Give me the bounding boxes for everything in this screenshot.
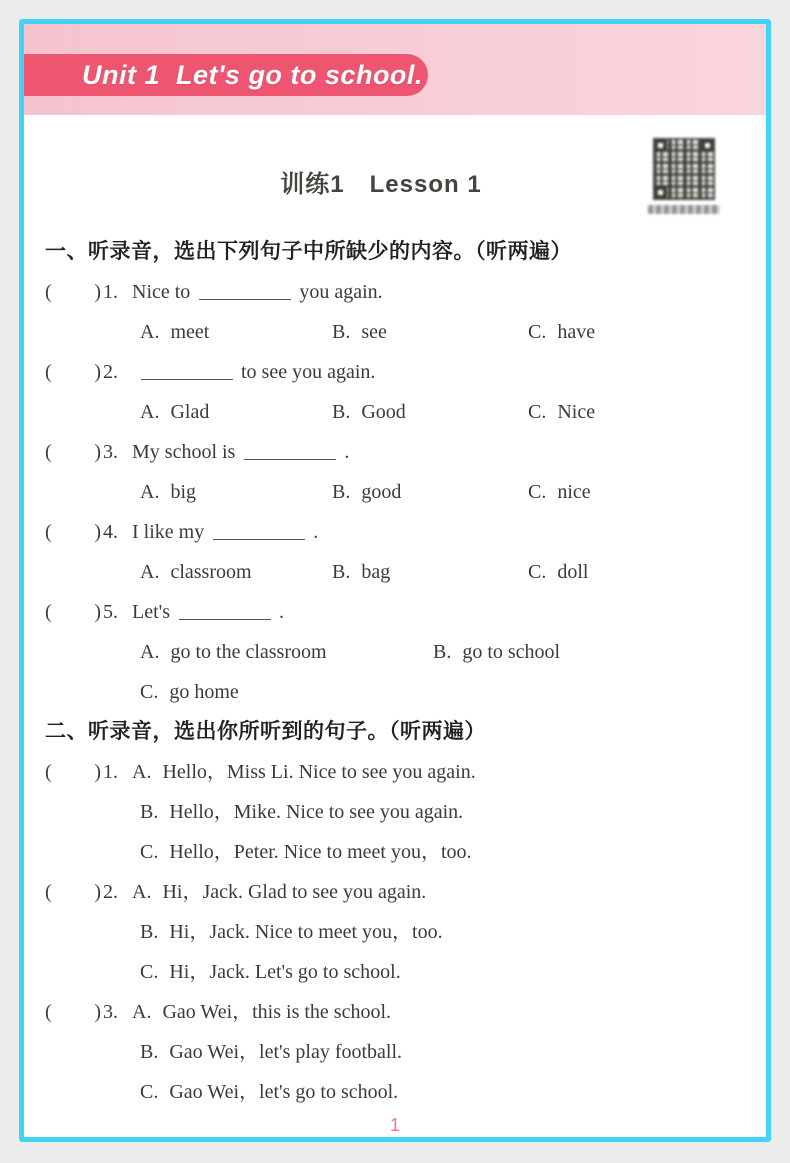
s1-question-1: [45, 272, 745, 312]
option-b: B. bag: [332, 561, 391, 583]
unit-title-pill: [24, 54, 428, 96]
section-1-heading: 一、听录音，选出下列句子中所缺少的内容。（听两遍）: [45, 240, 572, 263]
option-c: C. Hi，Jack. Let's go to school.: [140, 961, 401, 983]
s2-q3-option-c: [45, 1072, 745, 1112]
s2-q1-option-c: [45, 832, 745, 872]
page-number: 1: [389, 1115, 400, 1135]
s2-q3-option-b: [45, 1032, 745, 1072]
answer-blank: [179, 604, 271, 620]
s2-q1-option-b: [45, 792, 745, 832]
s1-question-3: [45, 432, 745, 472]
section-2-heading: 二、听录音，选出你所听到的句子。（听两遍）: [45, 720, 486, 743]
s2-question-1: [45, 752, 745, 792]
s1-question-2: [45, 352, 745, 392]
option-c: C. Nice: [528, 401, 596, 423]
s1-question-4: [45, 512, 745, 552]
s2-question-2: [45, 872, 745, 912]
qr-finder-icon: [654, 186, 667, 199]
s2-question-3: [45, 992, 745, 1032]
s1-q5-options-row1: [140, 632, 745, 672]
option-c: C. nice: [528, 481, 591, 503]
question-stem: I like my .: [132, 521, 319, 543]
option-b: B. see: [332, 321, 387, 343]
question-number: 4.: [103, 521, 118, 543]
question-stem: Nice to you again.: [132, 281, 383, 303]
answer-paren: ( ): [45, 441, 101, 463]
unit-banner: [24, 24, 766, 115]
question-number: 1.: [103, 281, 118, 303]
lesson-title: 训练1 Lesson 1: [280, 171, 482, 198]
qr-caption-blurred: [648, 205, 720, 214]
question-number: 1.: [103, 761, 118, 783]
s1-question-5: [45, 592, 745, 632]
option-c: C. go home: [140, 681, 239, 703]
option-c: C. doll: [528, 561, 589, 583]
question-number: 2.: [103, 361, 118, 383]
s1-q1-options: [140, 312, 745, 352]
option-c: C. Hello，Peter. Nice to meet you，too.: [140, 841, 472, 863]
qr-finder-icon: [701, 139, 714, 152]
s2-q2-option-c: [45, 952, 745, 992]
option-a: A. meet: [140, 321, 210, 343]
question-stem: My school is .: [132, 441, 350, 463]
qr-code-block: [644, 138, 724, 214]
question-number: 3.: [103, 1001, 118, 1023]
s1-q2-options: [140, 392, 745, 432]
answer-paren: ( ): [45, 761, 101, 783]
question-number: 5.: [103, 601, 118, 623]
answer-paren: ( ): [45, 521, 101, 543]
answer-paren: ( ): [45, 1001, 101, 1023]
answer-paren: ( ): [45, 881, 101, 903]
answer-paren: ( ): [45, 361, 101, 383]
s1-q3-options: [140, 472, 745, 512]
option-a: A. Glad: [140, 401, 210, 423]
qr-code-icon: [653, 138, 715, 200]
answer-blank: [244, 444, 336, 460]
option-a: A. big: [140, 481, 197, 503]
option-b: B. Good: [332, 401, 406, 423]
answer-blank: [199, 284, 291, 300]
worksheet-page: [19, 19, 771, 1142]
answer-blank: [213, 524, 305, 540]
option-a: A. Hi，Jack. Glad to see you again.: [132, 881, 427, 903]
answer-blank: [141, 364, 233, 380]
option-a: A. Gao Wei，this is the school.: [132, 1001, 392, 1023]
option-a: A. go to the classroom: [140, 641, 327, 663]
exercise-content: [45, 232, 745, 1112]
option-b: B. Hello，Mike. Nice to see you again.: [140, 801, 464, 823]
s1-q5-options-row2: [45, 672, 745, 712]
question-number: 2.: [103, 881, 118, 903]
option-b: B. good: [332, 481, 402, 503]
unit-title: Unit 1 Let's go to school.: [82, 59, 423, 90]
option-c: C. Gao Wei，let's go to school.: [140, 1081, 399, 1103]
option-c: C. have: [528, 321, 596, 343]
question-number: 3.: [103, 441, 118, 463]
answer-paren: ( ): [45, 601, 101, 623]
qr-finder-icon: [654, 139, 667, 152]
s2-q2-option-b: [45, 912, 745, 952]
option-a: A. classroom: [140, 561, 252, 583]
answer-paren: ( ): [45, 281, 101, 303]
option-b: B. Gao Wei，let's play football.: [140, 1041, 403, 1063]
option-a: A. Hello，Miss Li. Nice to see you again.: [132, 761, 476, 783]
question-stem: to see you again.: [132, 361, 375, 383]
question-stem: Let's .: [132, 601, 285, 623]
s1-q4-options: [140, 552, 745, 592]
option-b: B. go to school: [433, 641, 561, 663]
option-b: B. Hi，Jack. Nice to meet you，too.: [140, 921, 443, 943]
